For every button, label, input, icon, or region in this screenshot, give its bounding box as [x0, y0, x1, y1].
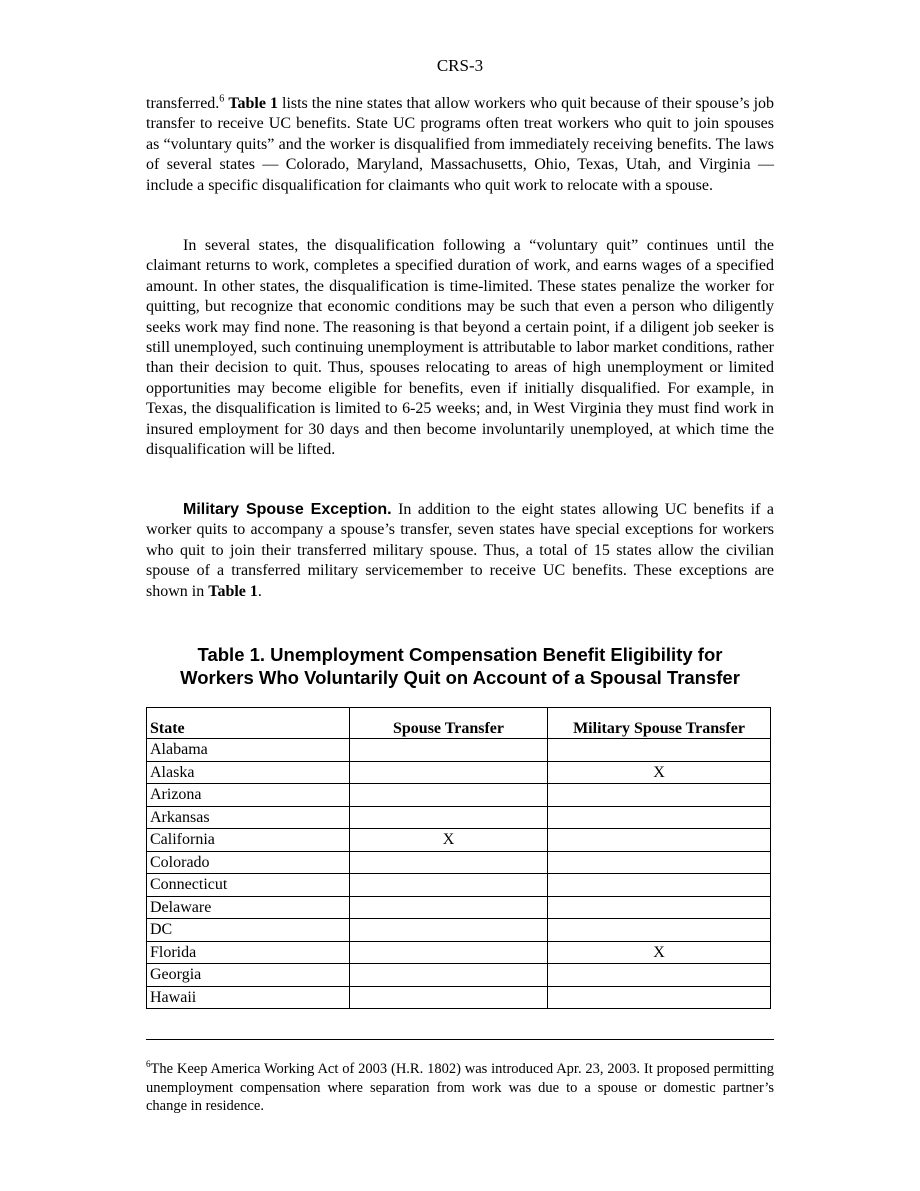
cell-state: Connecticut: [147, 874, 350, 897]
table-title: [146, 644, 774, 689]
table-title-line-1: Table 1. Unemployment Compensation Benefit Eligibility for: [197, 644, 723, 665]
cell-spouse-transfer: [350, 851, 548, 874]
cell-military-spouse-transfer: [548, 874, 771, 897]
footnote: [146, 1060, 774, 1116]
cell-state: Arizona: [147, 784, 350, 807]
cell-spouse-transfer: [350, 941, 548, 964]
cell-state: Florida: [147, 941, 350, 964]
column-header-state: State: [147, 708, 350, 739]
cell-state: Alabama: [147, 739, 350, 762]
section-heading-military-spouse-exception: Military Spouse Exception.: [183, 501, 392, 518]
table-row: [147, 761, 771, 784]
table-reference: Table 1: [208, 582, 258, 600]
cell-state: Delaware: [147, 896, 350, 919]
paragraph-3-text-b: .: [257, 582, 262, 600]
table-row: [147, 919, 771, 942]
column-header-military-spouse-transfer: Military Spouse Transfer: [548, 708, 771, 739]
cell-military-spouse-transfer: [548, 739, 771, 762]
footnote-text: The Keep America Working Act of 2003 (H.R. 1802) was introduced Apr. 23, 2003. It proposed permitting unemployment compensation where separation from work was due to a spouse or domestic partner’s change in residence.: [146, 1061, 774, 1114]
table-body: [147, 739, 771, 1009]
cell-spouse-transfer: [350, 986, 548, 1009]
table-row: [147, 739, 771, 762]
cell-state: Colorado: [147, 851, 350, 874]
cell-state: California: [147, 829, 350, 852]
cell-military-spouse-transfer: [548, 896, 771, 919]
table-title-line-2: Workers Who Voluntarily Quit on Account of a Spousal Transfer: [180, 666, 740, 688]
paragraph-3: [146, 500, 774, 602]
cell-spouse-transfer: [350, 896, 548, 919]
cell-state: Hawaii: [147, 986, 350, 1009]
cell-military-spouse-transfer: [548, 964, 771, 987]
paragraph-1: [146, 94, 774, 196]
cell-state: Georgia: [147, 964, 350, 987]
table-row: [147, 896, 771, 919]
cell-military-spouse-transfer: [548, 784, 771, 807]
cell-military-spouse-transfer: [548, 806, 771, 829]
footnote-divider: [146, 1039, 774, 1040]
cell-spouse-transfer: [350, 874, 548, 897]
paragraph-1-text-b: lists the nine states that allow workers who quit because of their spouse’s job transfer to receive UC benefits. State UC programs often treat workers who quit to join spouses as “voluntary quits” and the worker is disqualified from immediately receiving benefits. The laws of several states — Colorado, Maryland, Massachusetts, Ohio, Texas, Utah, and Virginia — include a specific disqualification for claimants who quit work to relocate with a spouse.: [146, 95, 775, 194]
cell-spouse-transfer: X: [350, 829, 548, 852]
cell-spouse-transfer: [350, 806, 548, 829]
footnote-reference[interactable]: 6: [219, 93, 225, 105]
table-row: [147, 874, 771, 897]
cell-spouse-transfer: [350, 761, 548, 784]
cell-spouse-transfer: [350, 739, 548, 762]
cell-spouse-transfer: [350, 964, 548, 987]
cell-spouse-transfer: [350, 784, 548, 807]
cell-military-spouse-transfer: [548, 851, 771, 874]
cell-military-spouse-transfer: X: [548, 761, 771, 784]
footnote-marker: 6: [146, 1059, 151, 1070]
cell-spouse-transfer: [350, 919, 548, 942]
cell-state: Arkansas: [147, 806, 350, 829]
paragraph-3-text-a: In addition to the eight states allowing UC benefits if a worker quits to accompany a spouse’s transfer, seven states have special exceptions for workers who quit to join their transferred military spouse. Thus, a total of 15 states allow the civilian spouse of a transferred military servicemember to receive UC benefits. These exceptions are shown in: [146, 501, 774, 600]
table-row: [147, 829, 771, 852]
cell-military-spouse-transfer: [548, 986, 771, 1009]
table-row: [147, 784, 771, 807]
cell-military-spouse-transfer: [548, 919, 771, 942]
table-row: [147, 986, 771, 1009]
table-row: [147, 806, 771, 829]
table-row: [147, 851, 771, 874]
table-header-row: [147, 708, 771, 739]
column-header-spouse-transfer: Spouse Transfer: [350, 708, 548, 739]
paragraph-2: In several states, the disqualification following a “voluntary quit” continues until the claimant returns to work, completes a specified duration of work, and earns wages of a specified amount. In other states, the disqualification is time-limited. These states penalize the worker for quitting, but recognize that economic conditions may be such that even a person who diligently seeks work may find none. The reasoning is that beyond a certain point, if a diligent job seeker is still unemployed, such continuing unemployment is attributable to labor market conditions, rather than their decision to quit. Thus, spouses relocating to areas of high unemployment or limited opportunities may become eligible for benefits, even if initially disqualified. For example, in Texas, the disqualification is limited to 6-25 weeks; and, in West Virginia they must find work in insured employment for 30 days and then become involuntarily unemployed, at which time the disqualification will be lifted.: [146, 237, 774, 459]
page-number-header: CRS-3: [436, 56, 484, 75]
table-row: [147, 964, 771, 987]
table-reference: Table 1: [228, 95, 278, 112]
eligibility-table: [146, 707, 771, 1009]
cell-military-spouse-transfer: [548, 829, 771, 852]
table-row: [147, 941, 771, 964]
cell-state: Alaska: [147, 761, 350, 784]
cell-state: DC: [147, 919, 350, 942]
paragraph-1-text-a: transferred.: [146, 95, 220, 112]
cell-military-spouse-transfer: X: [548, 941, 771, 964]
